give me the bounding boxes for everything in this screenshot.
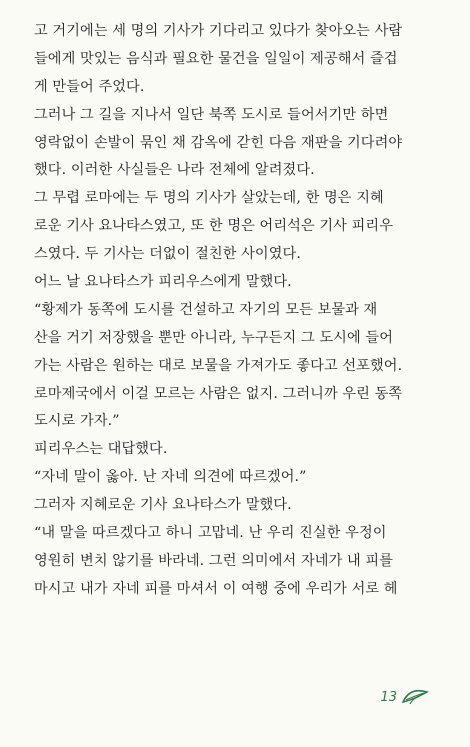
- text-line: 그러자 지혜로운 기사 요나타스가 말했다.: [34, 497, 292, 514]
- text-line: 도시로 가자.”: [34, 413, 120, 430]
- text-line: 게 만들어 주었다.: [34, 78, 145, 95]
- text-line: 그러나 그 길을 지나서 일단 북쪽 도시로 들어서기만 하면: [34, 106, 389, 123]
- text-line: 로운 기사 요나타스였고, 또 한 명은 어리석은 기사 피리우: [34, 218, 394, 235]
- text-line: 마시고 내가 자네 피를 마셔서 이 여행 중에 우리가 서로 헤: [34, 580, 398, 597]
- page-number: 13: [380, 689, 397, 705]
- text-line: 영락없이 손발이 묶인 채 감옥에 갇힌 다음 재판을 기다려야: [34, 134, 403, 151]
- body-text: [34, 18, 442, 604]
- text-line: 들에게 맛있는 음식과 필요한 물건을 일일이 제공해서 즐겁: [34, 50, 398, 67]
- text-line: 했다. 이러한 사실들은 나라 전체에 알려졌다.: [34, 162, 315, 179]
- text-line: 피리우스는 대답했다.: [34, 441, 168, 458]
- text-line: 영원히 변치 않기를 바라네. 그런 의미에서 자네가 내 피를: [34, 552, 394, 569]
- text-line: 어느 날 요나타스가 피리우스에게 말했다.: [34, 274, 292, 291]
- text-line: “황제가 동쪽에 도시를 건설하고 자기의 모든 보물과 재: [34, 301, 378, 318]
- text-line: “자네 말이 옳아. 난 자네 의견에 따르겠어.”: [34, 469, 307, 486]
- leaf-ornament-icon: [400, 687, 430, 707]
- text-line: “내 말을 따르겠다고 하니 고맙네. 난 우리 진실한 우정이: [34, 525, 387, 542]
- text-line: 산을 거기 저장했을 뿐만 아니라, 누구든지 그 도시에 들어: [34, 329, 394, 346]
- page-footer: [380, 687, 430, 707]
- text-line: 로마제국에서 이걸 모르는 사람은 없지. 그러니까 우린 동쪽: [34, 385, 403, 402]
- text-line: 가는 사람은 원하는 대로 보물을 가져가도 좋다고 선포했어.: [34, 357, 403, 374]
- text-line: 스였다. 두 기사는 더없이 절친한 사이였다.: [34, 246, 301, 263]
- text-line: 그 무렵 로마에는 두 명의 기사가 살았는데, 한 명은 지혜: [34, 190, 384, 207]
- text-line: 고 거기에는 세 명의 기사가 기다리고 있다가 찾아오는 사람: [34, 23, 403, 39]
